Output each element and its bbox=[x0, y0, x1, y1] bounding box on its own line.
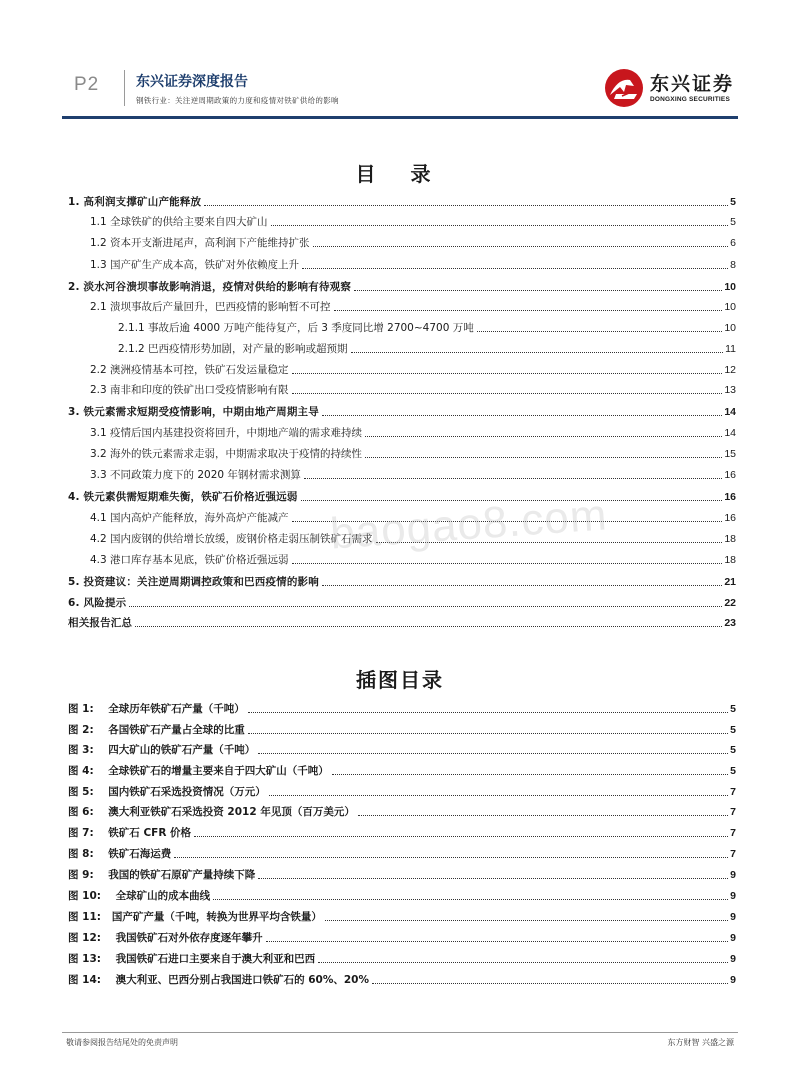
toc-entry-label: 3.3 不同政策力度下的 2020 年钢材需求测算 bbox=[90, 469, 301, 481]
toc-entry-page: 23 bbox=[724, 617, 736, 629]
toc-entry-label: 2.1 溃坝事故后产量回升，巴西疫情的影响暂不可控 bbox=[90, 301, 331, 313]
dot-leader bbox=[325, 920, 728, 921]
figure-entry[interactable] bbox=[68, 824, 736, 840]
dot-leader bbox=[304, 478, 722, 479]
dot-leader bbox=[292, 563, 723, 564]
figure-entry[interactable] bbox=[68, 721, 736, 737]
figure-entry-page: 9 bbox=[730, 890, 736, 902]
toc-entry-label: 4.2 国内废钢的供给增长放缓，废钢价格走弱压制铁矿石需求 bbox=[90, 533, 373, 545]
toc-entry[interactable] bbox=[90, 466, 736, 482]
toc-entry[interactable] bbox=[90, 445, 736, 461]
dot-leader bbox=[135, 626, 722, 627]
header-divider bbox=[124, 70, 125, 106]
dot-leader bbox=[258, 753, 728, 754]
figure-entry-page: 5 bbox=[730, 724, 736, 736]
toc-title: 目 录 bbox=[355, 162, 445, 186]
dot-leader bbox=[322, 585, 722, 586]
toc-entry-label: 1.1 全球铁矿的供给主要来自四大矿山 bbox=[90, 216, 268, 228]
figure-entry[interactable] bbox=[68, 845, 736, 861]
figure-entry-label: 图 2: 各国铁矿石产量占全球的比重 bbox=[68, 724, 245, 736]
toc-entry-label: 5. 投资建议：关注逆周期调控政策和巴西疫情的影响 bbox=[68, 576, 319, 588]
toc-entry-page: 14 bbox=[724, 406, 736, 418]
dot-leader bbox=[332, 774, 728, 775]
toc-entry-label: 2.1.2 巴西疫情形势加剧，对产量的影响或超预期 bbox=[118, 343, 348, 355]
toc-entry-page: 13 bbox=[724, 384, 736, 396]
header-rule bbox=[62, 116, 738, 119]
toc-entry-label: 1. 高利润支撑矿山产能释放 bbox=[68, 196, 202, 208]
figure-entry-label: 图 6: 澳大利亚铁矿石采选投资 2012 年见顶（百万美元） bbox=[68, 806, 355, 818]
figure-entry-page: 7 bbox=[730, 786, 736, 798]
dot-leader bbox=[354, 290, 722, 291]
toc-entry[interactable] bbox=[68, 573, 736, 589]
toc-entry-label: 3.2 海外的铁元素需求走弱，中期需求取决于疫情的持续性 bbox=[90, 448, 363, 460]
toc-entry[interactable] bbox=[90, 361, 736, 377]
figure-entry-page: 9 bbox=[730, 953, 736, 965]
toc-entry-label: 3.1 疫情后国内基建投资将回升，中期地产端的需求难持续 bbox=[90, 427, 363, 439]
dot-leader bbox=[174, 857, 728, 858]
figure-entry[interactable] bbox=[68, 866, 736, 882]
figure-entry-label: 图 13: 我国铁矿石进口主要来自于澳大利亚和巴西 bbox=[68, 953, 316, 965]
toc-entry-page: 18 bbox=[724, 533, 736, 545]
toc-entry[interactable] bbox=[90, 256, 736, 272]
figure-entry-label: 图 11: 国产矿产量（千吨，转换为世界平均含铁量） bbox=[68, 911, 322, 923]
toc-entry[interactable] bbox=[90, 234, 736, 250]
toc-entry-page: 18 bbox=[724, 554, 736, 566]
toc-entry[interactable] bbox=[68, 193, 736, 209]
dot-leader bbox=[322, 415, 722, 416]
toc-entry-label: 2.1.1 事故后逾 4000 万吨产能待复产，后 3 季度同比增 2700~4700 万吨 bbox=[118, 322, 474, 334]
dot-leader bbox=[477, 331, 723, 332]
toc-entry-page: 6 bbox=[730, 237, 736, 249]
dot-leader bbox=[334, 310, 723, 311]
figure-entry[interactable] bbox=[68, 887, 736, 903]
figure-entry-label: 图 9: 我国的铁矿石原矿产量持续下降 bbox=[68, 869, 256, 881]
figure-entry-label: 图 8: 铁矿石海运费 bbox=[68, 848, 172, 860]
figure-entry[interactable] bbox=[68, 762, 736, 778]
dot-leader bbox=[372, 983, 728, 984]
toc-entry-page: 10 bbox=[724, 281, 736, 293]
dot-leader bbox=[365, 457, 722, 458]
dot-leader bbox=[318, 962, 728, 963]
figure-entry-label: 图 14: 澳大利亚、巴西分别占我国进口铁矿石的 60%、20% bbox=[68, 974, 370, 986]
figure-entry-page: 5 bbox=[730, 703, 736, 715]
toc-entry-page: 16 bbox=[724, 491, 736, 503]
toc-entry-label: 1.3 国产矿生产成本高，铁矿对外依赖度上升 bbox=[90, 259, 300, 271]
toc-entry-page: 16 bbox=[724, 469, 736, 481]
footer-slogan: 东方财智 兴盛之源 bbox=[667, 1038, 734, 1047]
toc-entry-page: 5 bbox=[730, 196, 736, 208]
dot-leader bbox=[129, 606, 722, 607]
toc-entry-page: 10 bbox=[724, 301, 736, 313]
dot-leader bbox=[194, 836, 728, 837]
footer-rule bbox=[62, 1032, 738, 1033]
figure-entry-page: 9 bbox=[730, 869, 736, 881]
figure-list-title: 插图目录 bbox=[356, 668, 444, 692]
toc-entry[interactable] bbox=[68, 278, 736, 294]
dot-leader bbox=[358, 815, 728, 816]
toc-entry-page: 5 bbox=[730, 216, 736, 228]
figure-entry-label: 图 12: 我国铁矿石对外依存度逐年攀升 bbox=[68, 932, 263, 944]
figure-entry-page: 7 bbox=[730, 827, 736, 839]
dot-leader bbox=[302, 268, 728, 269]
figure-entry-label: 图 1: 全球历年铁矿石产量（千吨） bbox=[68, 703, 245, 715]
toc-entry-label: 3. 铁元素需求短期受疫情影响，中期由地产周期主导 bbox=[68, 406, 319, 418]
dot-leader bbox=[365, 436, 722, 437]
dot-leader bbox=[248, 712, 728, 713]
figure-entry-page: 5 bbox=[730, 765, 736, 777]
footer-disclaimer: 敬请参阅报告结尾处的免责声明 bbox=[66, 1038, 178, 1047]
figure-entry-page: 9 bbox=[730, 932, 736, 944]
figure-entry[interactable] bbox=[68, 929, 736, 945]
toc-entry-label: 6. 风险提示 bbox=[68, 597, 127, 609]
figure-entry-label: 图 7: 铁矿石 CFR 价格 bbox=[68, 827, 192, 839]
dot-leader bbox=[271, 225, 729, 226]
toc-entry[interactable] bbox=[90, 213, 736, 229]
logo-mark-icon bbox=[604, 68, 644, 108]
dot-leader bbox=[204, 205, 728, 206]
toc-entry[interactable] bbox=[68, 403, 736, 419]
page-number: P2 bbox=[74, 74, 100, 95]
toc-entry-page: 21 bbox=[724, 576, 736, 588]
logo-text-en: DONGXING SECURITIES bbox=[650, 96, 731, 103]
figure-entry[interactable] bbox=[68, 700, 736, 716]
toc-entry-label: 相关报告汇总 bbox=[68, 617, 133, 629]
toc-entry-page: 10 bbox=[724, 322, 736, 334]
dot-leader bbox=[266, 941, 729, 942]
figure-entry[interactable] bbox=[68, 950, 736, 966]
company-logo bbox=[604, 68, 734, 110]
dot-leader bbox=[248, 733, 728, 734]
toc-entry[interactable] bbox=[118, 340, 736, 356]
figure-entry-page: 5 bbox=[730, 744, 736, 756]
toc-entry-label: 2.2 澳洲疫情基本可控，铁矿石发运量稳定 bbox=[90, 364, 289, 376]
toc-entry-label: 4.3 港口库存基本见底，铁矿价格近强远弱 bbox=[90, 554, 289, 566]
toc-entry-page: 8 bbox=[730, 259, 736, 271]
toc-entry-label: 1.2 资本开支渐进尾声，高利润下产能维持扩张 bbox=[90, 237, 310, 249]
toc-entry[interactable] bbox=[90, 298, 736, 314]
dot-leader bbox=[269, 795, 728, 796]
toc-entry-label: 2.3 南非和印度的铁矿出口受疫情影响有限 bbox=[90, 384, 289, 396]
figure-entry-page: 7 bbox=[730, 806, 736, 818]
figure-entry[interactable] bbox=[68, 908, 736, 924]
figure-entry-label: 图 10: 全球矿山的成本曲线 bbox=[68, 890, 211, 902]
toc-entry-page: 22 bbox=[724, 597, 736, 609]
toc-entry-label: 2. 淡水河谷溃坝事故影响消退，疫情对供给的影响有待观察 bbox=[68, 281, 352, 293]
figure-entry-label: 图 3: 四大矿山的铁矿石产量（千吨） bbox=[68, 744, 256, 756]
toc-entry[interactable] bbox=[118, 319, 736, 335]
figure-entry-page: 9 bbox=[730, 974, 736, 986]
toc-entry-label: 4.1 国内高炉产能释放，海外高炉产能减产 bbox=[90, 512, 289, 524]
toc-entry-page: 14 bbox=[724, 427, 736, 439]
toc-entry-page: 15 bbox=[724, 448, 736, 460]
dot-leader bbox=[258, 878, 728, 879]
figure-entry[interactable] bbox=[68, 803, 736, 819]
toc-entry[interactable] bbox=[68, 594, 736, 610]
toc-entry[interactable] bbox=[90, 381, 736, 397]
figure-entry-page: 9 bbox=[730, 911, 736, 923]
toc-entry-page: 12 bbox=[724, 364, 736, 376]
report-subtitle: 钢铁行业：关注逆周期政策的力度和疫情对铁矿供给的影响 bbox=[136, 96, 339, 105]
dot-leader bbox=[292, 373, 723, 374]
figure-entry-page: 7 bbox=[730, 848, 736, 860]
toc-entry-page: 16 bbox=[724, 512, 736, 524]
dot-leader bbox=[313, 246, 729, 247]
logo-text-cn: 东兴证券 bbox=[650, 73, 735, 95]
figure-entry-label: 图 5: 国内铁矿石采选投资情况（万元） bbox=[68, 786, 266, 798]
toc-entry-page: 11 bbox=[725, 343, 736, 355]
dot-leader bbox=[351, 352, 724, 353]
toc-entry[interactable] bbox=[90, 424, 736, 440]
toc-entry-label: 4. 铁元素供需短期难失衡，铁矿石价格近强远弱 bbox=[68, 491, 298, 503]
figure-entry[interactable] bbox=[68, 783, 736, 799]
figure-entry-label: 图 4: 全球铁矿石的增量主要来自于四大矿山（千吨） bbox=[68, 765, 329, 777]
figure-entry[interactable] bbox=[68, 741, 736, 757]
report-title: 东兴证券深度报告 bbox=[136, 74, 248, 90]
dot-leader bbox=[213, 899, 728, 900]
figure-entry[interactable] bbox=[68, 971, 736, 987]
watermark: baogao8.com bbox=[328, 490, 609, 559]
dot-leader bbox=[292, 393, 723, 394]
toc-entry[interactable] bbox=[68, 614, 736, 630]
toc-entry[interactable] bbox=[68, 488, 736, 504]
